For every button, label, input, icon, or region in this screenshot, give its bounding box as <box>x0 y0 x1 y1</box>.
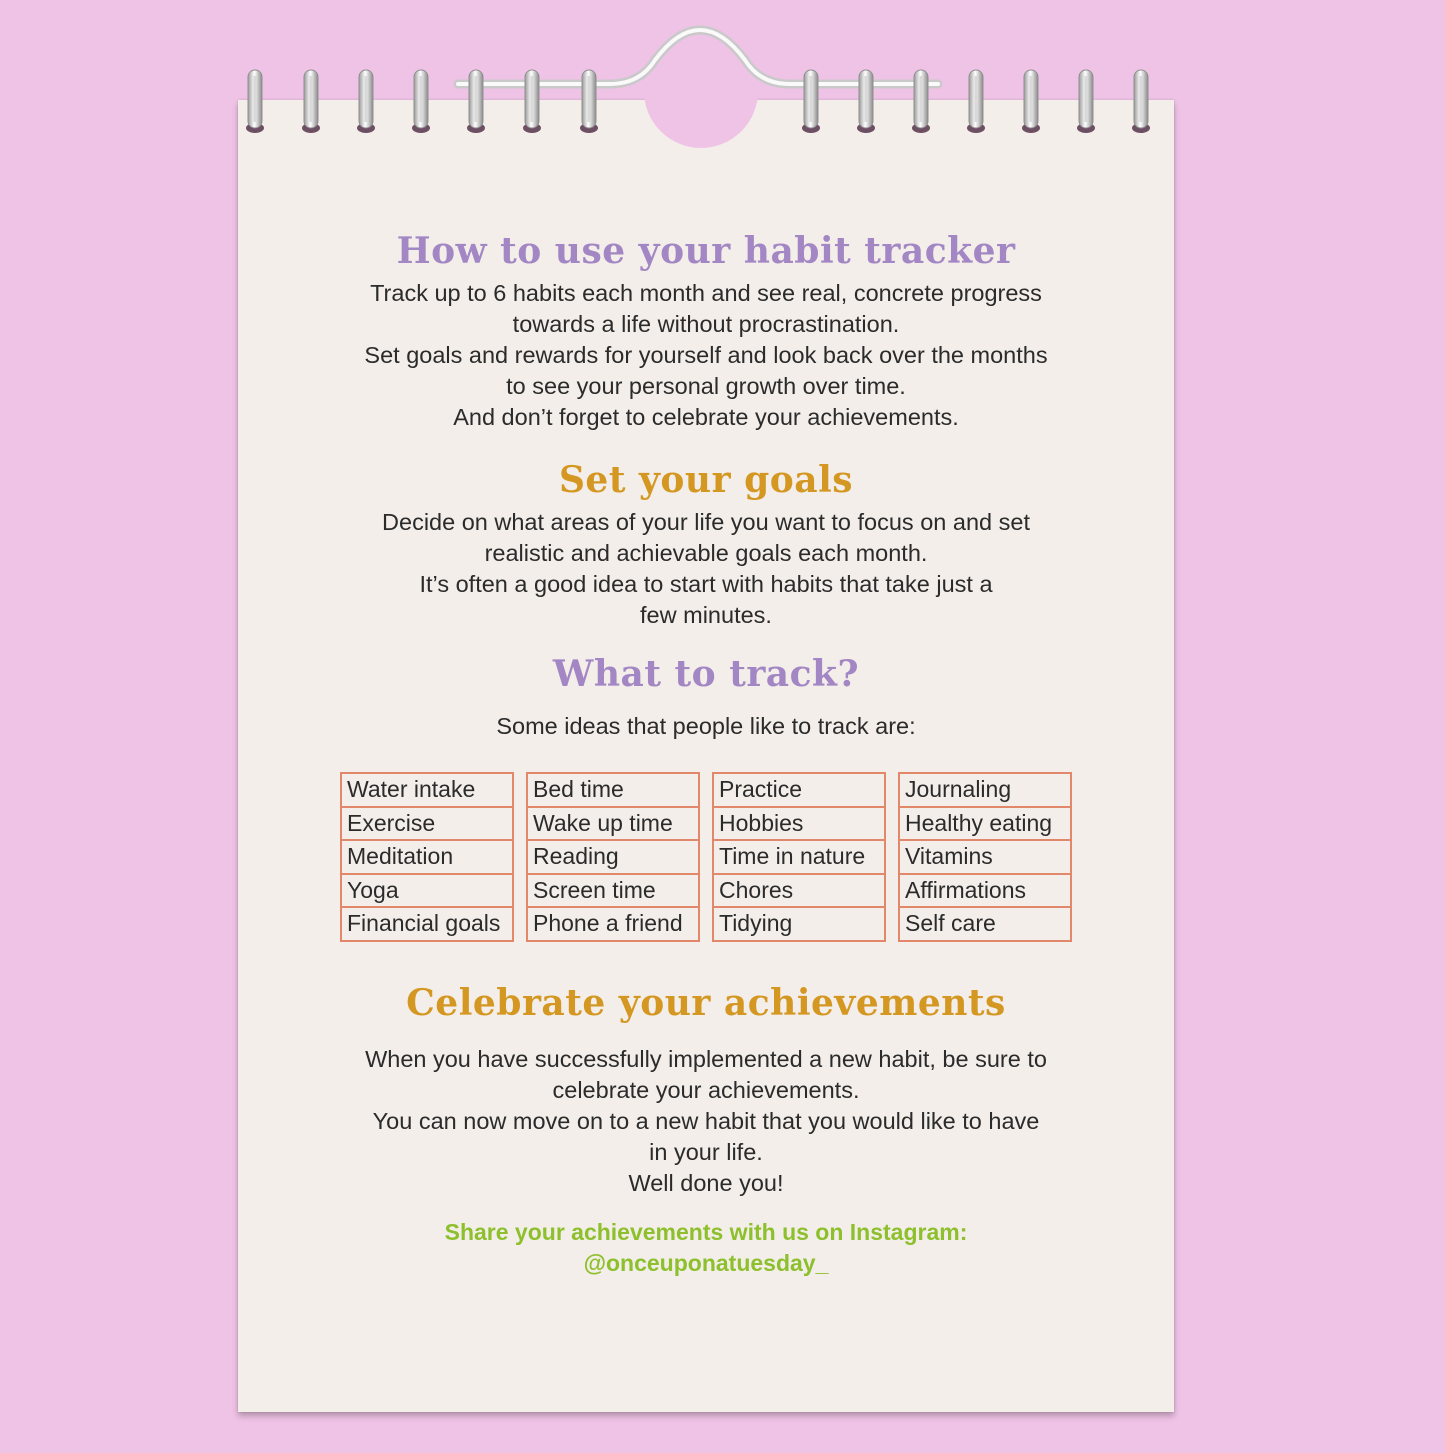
text-line: And don’t forget to celebrate your achievements. <box>453 404 959 430</box>
text-line: Well done you! <box>628 1169 784 1196</box>
binding-ring-gap <box>1140 76 1143 122</box>
text-line: Track up to 6 habits each month and see real, concrete progress <box>370 280 1042 306</box>
set-goals-title: Set your goals <box>558 459 854 501</box>
idea-cell: Reading <box>528 841 698 875</box>
idea-cell: Wake up time <box>528 808 698 842</box>
ideas-column <box>526 772 700 942</box>
idea-cell: Financial goals <box>347 910 501 936</box>
idea-cell: Journaling <box>900 774 1070 808</box>
ideas-table <box>238 772 1174 942</box>
binding-ring-gap <box>1030 76 1033 122</box>
track-intro: Some ideas that people like to track are: <box>496 713 916 739</box>
idea-cell: Water intake <box>342 774 512 808</box>
text-line: in your life. <box>649 1138 763 1165</box>
text-line: When you have successfully implemented a new habit, be sure to <box>365 1045 1047 1072</box>
idea-cell: Screen time <box>528 875 698 909</box>
idea-cell: Vitamins <box>900 841 1070 875</box>
idea-cell: Affirmations <box>900 875 1070 909</box>
binding-ring-gap <box>475 76 478 122</box>
binding-ring-gap <box>254 76 257 122</box>
text-line: few minutes. <box>640 602 772 628</box>
idea-cell: Tidying <box>719 910 793 936</box>
instagram-handle[interactable]: @onceuponatuesday_ <box>583 1249 829 1276</box>
binding-ring-gap <box>810 76 813 122</box>
ideas-column <box>340 772 514 942</box>
text-line: You can now move on to a new habit that you would like to have <box>372 1107 1040 1134</box>
ideas-column <box>898 772 1072 942</box>
idea-cell: Healthy eating <box>900 808 1070 842</box>
instagram-share <box>238 1217 1174 1279</box>
idea-cell: Self care <box>905 910 996 936</box>
text-line: celebrate your achievements. <box>552 1076 860 1103</box>
text-line: realistic and achievable goals each month. <box>484 540 928 566</box>
how-to-use-title: How to use your habit tracker <box>396 230 1016 272</box>
binding-ring-gap <box>420 76 423 122</box>
text-line: to see your personal growth over time. <box>506 373 906 399</box>
idea-cell: Time in nature <box>714 841 884 875</box>
idea-cell: Phone a friend <box>533 910 683 936</box>
idea-cell: Bed time <box>528 774 698 808</box>
binding-ring-gap <box>920 76 923 122</box>
spiral-binding-icon <box>0 0 1445 160</box>
idea-cell: Exercise <box>342 808 512 842</box>
binding-ring-gap <box>531 76 534 122</box>
idea-cell: Yoga <box>342 875 512 909</box>
text-line: towards a life without procrastination. <box>512 311 900 337</box>
celebrate-text <box>238 1044 1174 1199</box>
ideas-column <box>712 772 886 942</box>
share-text: Share your achievements with us on Instagram: <box>444 1218 968 1245</box>
page-content <box>238 230 1174 1279</box>
text-line: It’s often a good idea to start with habits that take just a <box>419 571 993 597</box>
idea-cell: Practice <box>714 774 884 808</box>
binding-ring-gap <box>865 76 868 122</box>
celebrate-title: Celebrate your achievements <box>406 981 1006 1024</box>
idea-cell: Chores <box>714 875 884 909</box>
binding-ring-gap <box>365 76 368 122</box>
text-line: Set goals and rewards for yourself and look back over the months <box>364 342 1048 368</box>
how-to-use-text <box>238 278 1174 433</box>
idea-cell: Hobbies <box>714 808 884 842</box>
set-goals-text <box>238 507 1174 631</box>
text-line: Decide on what areas of your life you want to focus on and set <box>382 509 1030 535</box>
binding-ring-gap <box>1085 76 1088 122</box>
what-to-track-title: What to track? <box>552 653 860 695</box>
binding-ring-gap <box>310 76 313 122</box>
binding-ring-gap <box>975 76 978 122</box>
idea-cell: Meditation <box>342 841 512 875</box>
binding-ring-gap <box>588 76 591 122</box>
